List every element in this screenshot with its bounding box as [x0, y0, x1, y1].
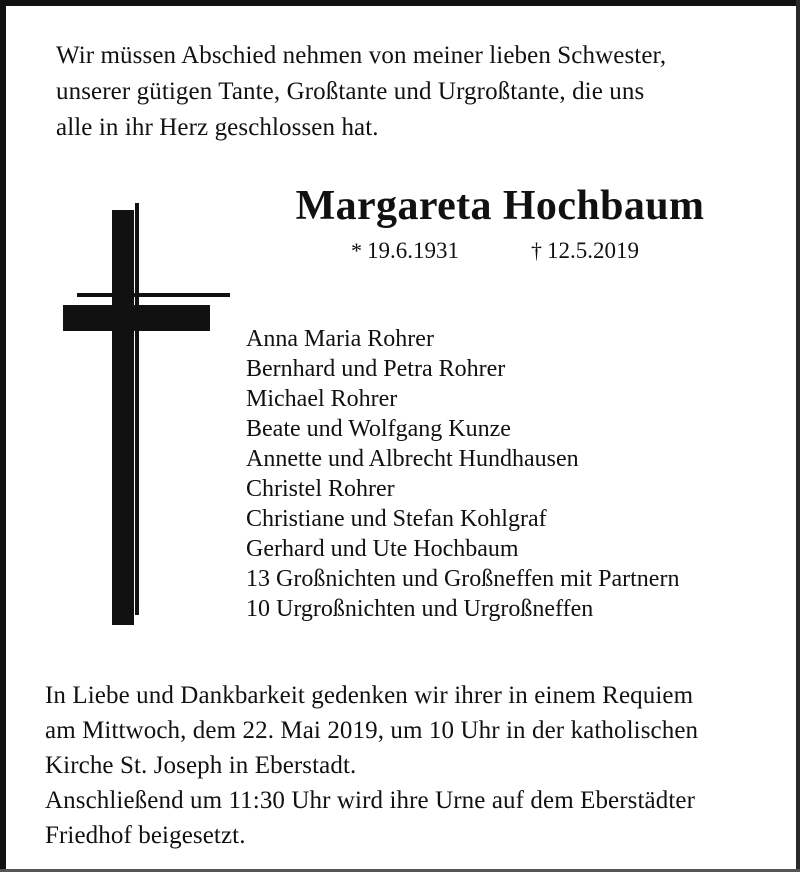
death-cross-icon: † — [531, 238, 542, 263]
life-dates — [230, 238, 760, 264]
list-item: Anna Maria Rohrer — [246, 326, 434, 352]
list-item: Annette und Albrecht Hundhausen — [246, 446, 579, 472]
christian-cross-icon — [50, 185, 230, 645]
list-item: Christel Rohrer — [246, 476, 395, 502]
list-item: 13 Großnichten und Großneffen mit Partnern — [246, 566, 680, 592]
list-item: 10 Urgroßnichten und Urgroßneffen — [246, 596, 594, 622]
frame-border-right — [796, 0, 800, 872]
intro-line: unserer gütigen Tante, Großtante und Urgroßtante, die uns — [56, 78, 645, 105]
intro-line: Wir müssen Abschied nehmen von meiner lieben Schwester, — [56, 42, 667, 69]
list-item: Beate und Wolfgang Kunze — [246, 416, 511, 442]
intro-line: alle in ihr Herz geschlossen hat. — [56, 114, 379, 141]
list-item: Christiane und Stefan Kohlgraf — [246, 506, 547, 532]
birth-star-icon: * — [351, 238, 362, 263]
list-item: Bernhard und Petra Rohrer — [246, 356, 506, 382]
closing-line: am Mittwoch, dem 22. Mai 2019, um 10 Uhr in der katholischen — [45, 717, 699, 744]
birth-date: 19.6.1931 — [367, 238, 459, 263]
closing-line: In Liebe und Dankbarkeit gedenken wir ihrer in einem Requiem — [45, 682, 694, 709]
birth-date-group — [351, 238, 459, 263]
list-item: Michael Rohrer — [246, 386, 398, 412]
list-item: Gerhard und Ute Hochbaum — [246, 536, 519, 562]
closing-line: Friedhof beigesetzt. — [45, 822, 246, 849]
closing-line: Anschließend um 11:30 Uhr wird ihre Urne auf dem Eberstädter — [45, 787, 696, 814]
closing-line: Kirche St. Joseph in Eberstadt. — [45, 752, 357, 779]
intro-paragraph — [56, 38, 756, 146]
survivors-list — [246, 324, 766, 624]
funeral-details — [45, 678, 775, 853]
deceased-name: Margareta Hochbaum — [295, 183, 705, 229]
death-date-group — [531, 238, 639, 263]
death-date: 12.5.2019 — [547, 238, 639, 263]
